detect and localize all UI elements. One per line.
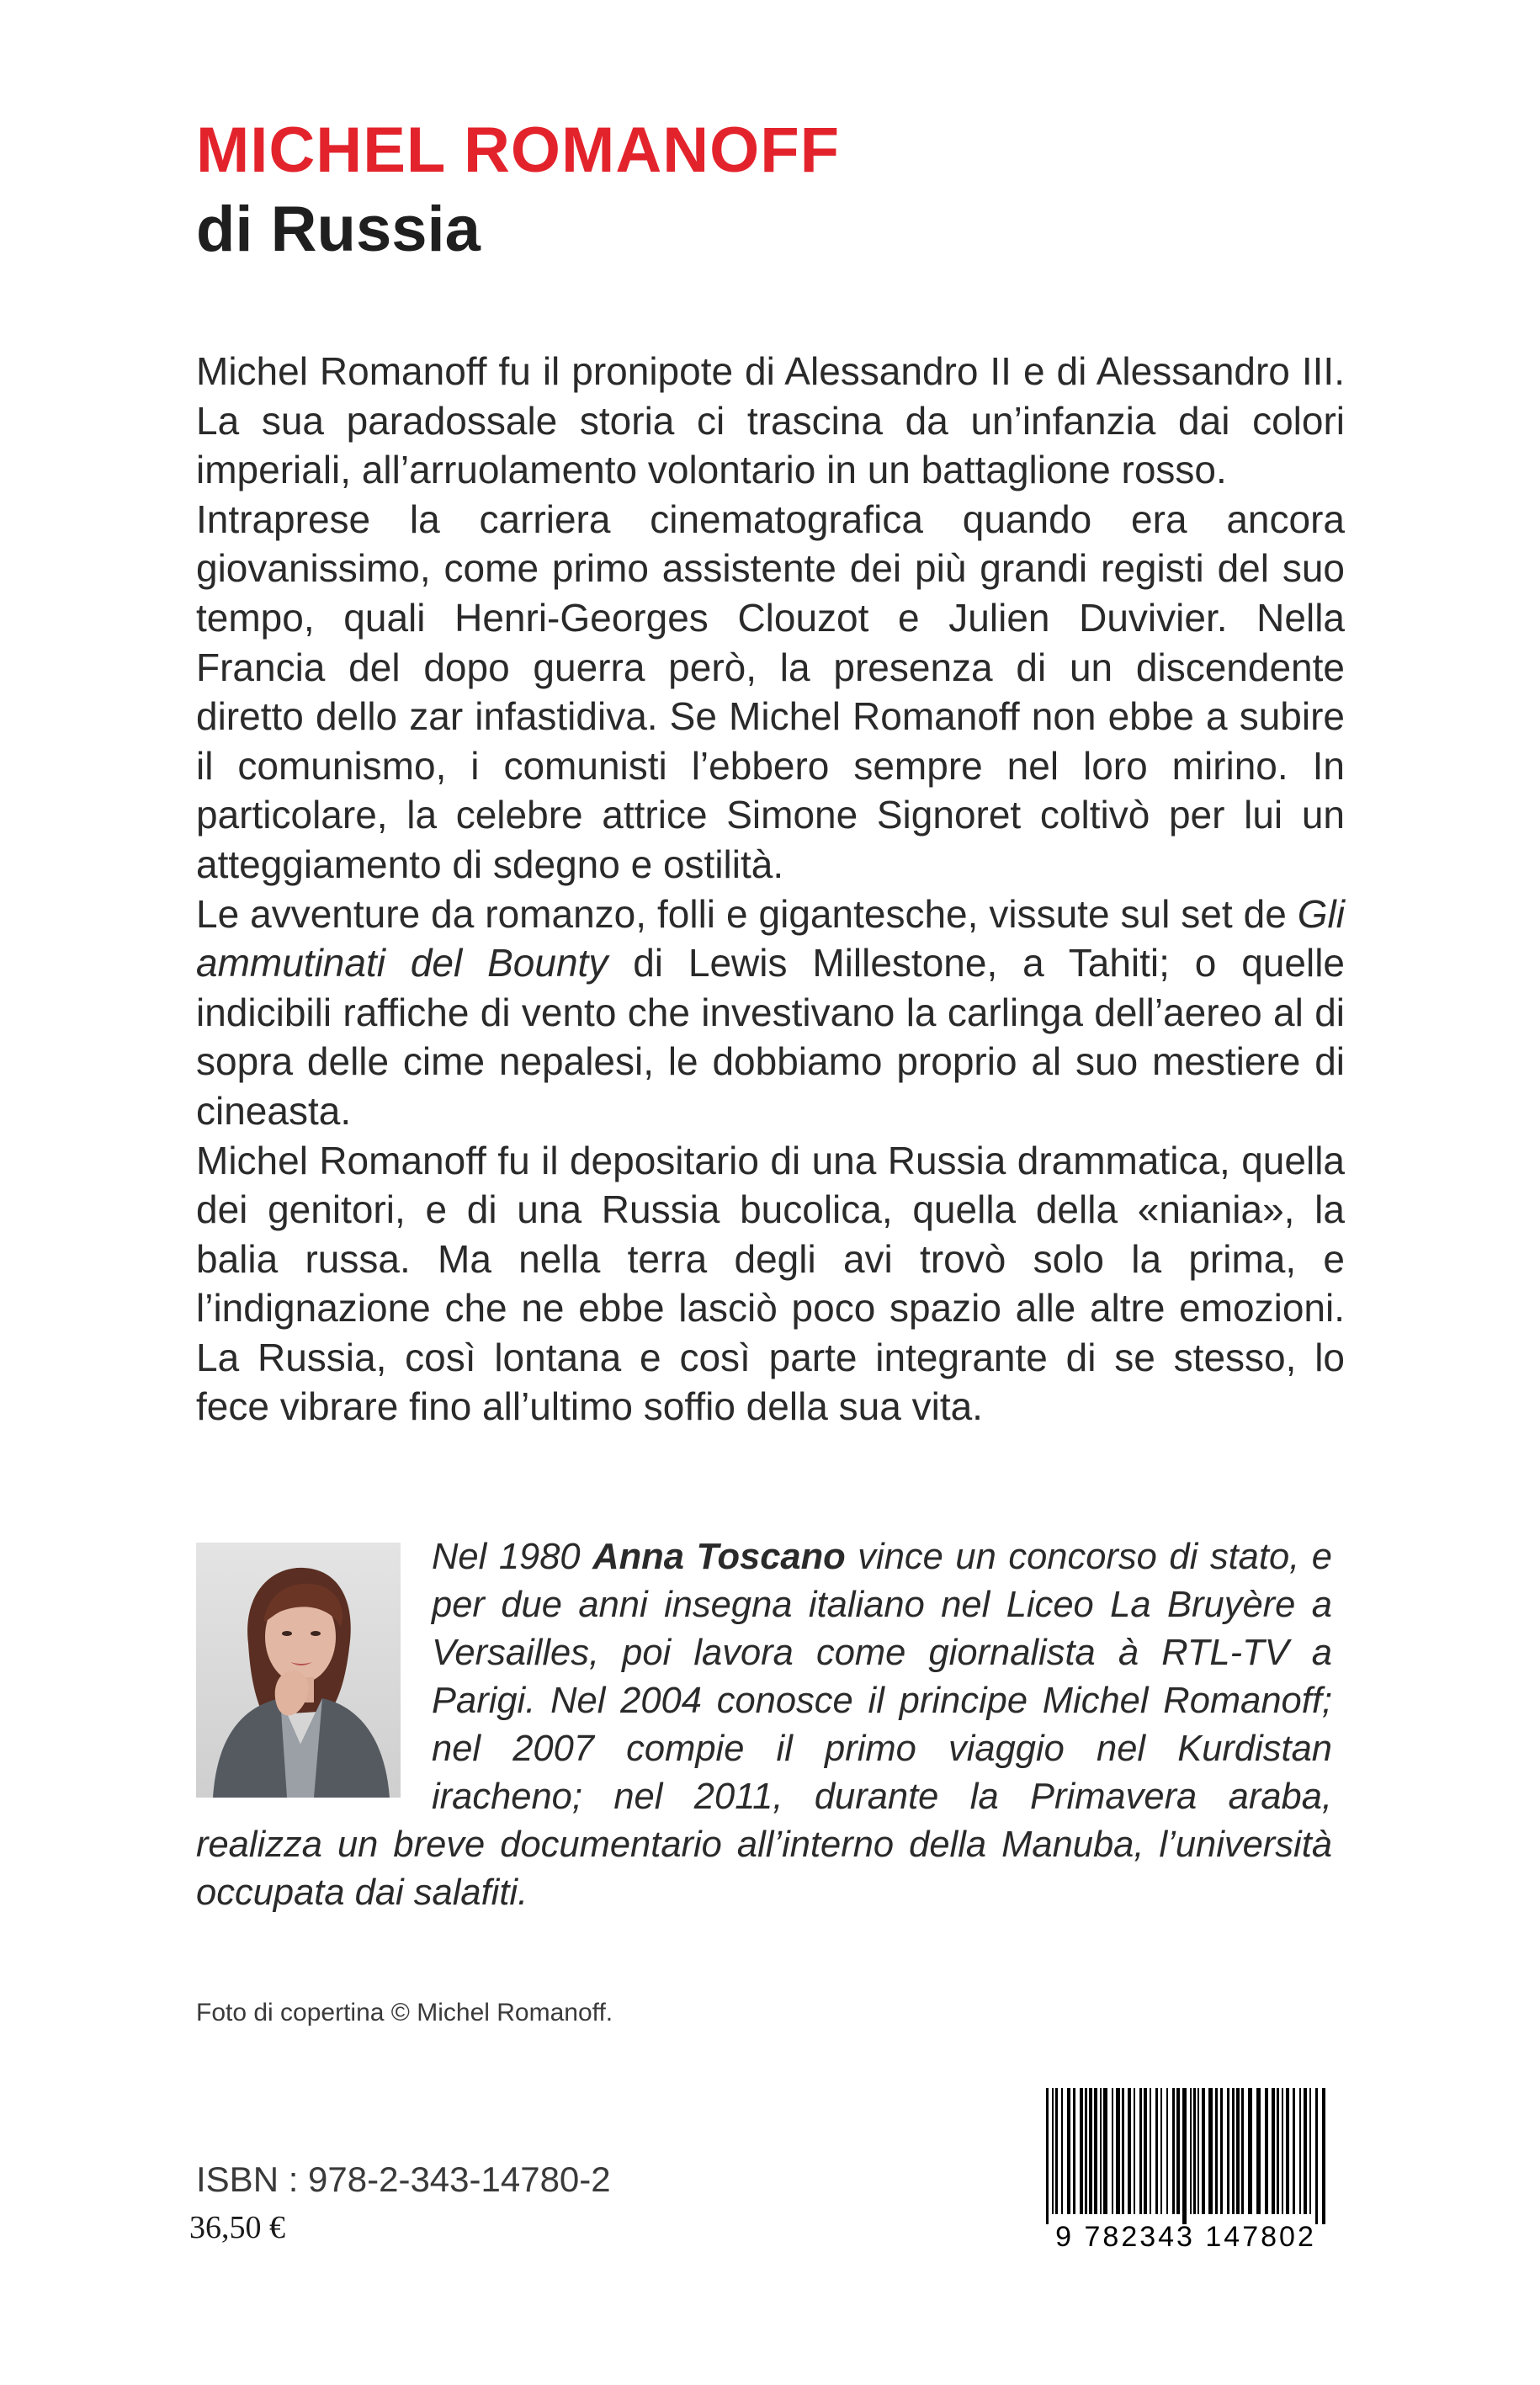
barcode <box>1039 2083 1332 2251</box>
barcode-bar <box>1116 2088 1120 2214</box>
barcode-bar <box>1100 2088 1102 2214</box>
book-subtitle: di Russia <box>196 194 481 265</box>
barcode-bar <box>1112 2088 1113 2214</box>
barcode-bar <box>1277 2088 1279 2214</box>
description-paragraph-3 <box>196 890 1345 1136</box>
barcode-bar <box>1128 2088 1131 2214</box>
barcode-bar <box>1176 2088 1180 2214</box>
barcode-bar <box>1215 2088 1218 2214</box>
book-description <box>196 347 1345 1432</box>
barcode-bar <box>1282 2088 1283 2214</box>
barcode-bar <box>1139 2088 1142 2214</box>
barcode-bar <box>1265 2088 1268 2214</box>
barcode-bar <box>1293 2088 1295 2214</box>
barcode-bar <box>1197 2088 1199 2214</box>
barcode-bar <box>1182 2088 1187 2224</box>
barcode-bar <box>1061 2088 1063 2214</box>
barcode-bar <box>1085 2088 1087 2214</box>
p3-text-after: di Lewis Millestone, a Tahiti; o quelle indicibili raffiche di vento che investivano la carlinga dell’aereo al di sopra delle cime nepalesi, le dobbiamo proprio al suo mestiere di cineasta. <box>196 941 1345 1133</box>
barcode-bar <box>1067 2088 1070 2214</box>
barcode-bar <box>1150 2088 1151 2214</box>
description-paragraph-4: Michel Romanoff fu il depositario di una Russia drammatica, quella dei genitori, e di una Russia bucolica, quella della «niania», la balia russa. Ma nella terra degli avi trovò solo la prima, e l’indignazione che ne ebbe lasciò poco spazio alle altre emozioni. La Russia, così lontana e così parte integrante di se stesso, lo fece vibrare fino all’ultimo soffio della sua vita. <box>196 1138 1345 1429</box>
p3-text-before: Le avventure da romanzo, folli e gigantesche, vissute sul set de <box>196 891 1287 936</box>
barcode-number: 9 782343 147802 <box>1055 2221 1316 2251</box>
barcode-bar <box>1155 2088 1158 2214</box>
barcode-bar <box>1272 2088 1275 2214</box>
barcode-bar <box>1322 2088 1325 2224</box>
barcode-bar <box>1089 2088 1092 2214</box>
barcode-bar <box>1103 2088 1107 2214</box>
barcode-bar <box>1160 2088 1162 2214</box>
barcode-bar <box>1055 2088 1058 2214</box>
barcode-bar <box>1256 2088 1261 2214</box>
isbn: ISBN : 978-2-343-14780-2 <box>196 2159 611 2199</box>
book-title: MICHEL ROMANOFF <box>196 114 841 186</box>
photo-credit: Foto di copertina © Michel Romanoff. <box>196 1999 613 2026</box>
barcode-bar <box>1190 2088 1192 2214</box>
bio-text-before: Nel 1980 <box>432 1537 581 1577</box>
author-name: Anna Toscano <box>592 1537 846 1577</box>
barcode-bar <box>1144 2088 1147 2214</box>
barcode-bar <box>1227 2088 1229 2214</box>
barcode-bar <box>1202 2088 1205 2214</box>
barcode-bar <box>1208 2088 1213 2214</box>
barcode-bar <box>1232 2088 1235 2214</box>
barcode-bar <box>1286 2088 1289 2214</box>
barcode-bar <box>1315 2088 1318 2224</box>
barcode-bar <box>1299 2088 1301 2214</box>
description-paragraph-1: Michel Romanoff fu il pronipote di Alessandro II e di Alessandro III. La sua paradossale storia ci trascina da un’infanzia dai colori imperiali, all’arruolamento volontario in un battaglione rosso. <box>196 349 1345 492</box>
bio-text-after: vince un concorso di stato, e per due anni insegna italiano nel Liceo La Bruyère a Versailles, poi lavora come giornalista à RTL-TV a Parigi. Nel 2004 conosce il principe Michel Romanoff; nel 2007 compie il primo viaggio nel Kurdistan iracheno; nel 2011, durante la Primavera araba, realizza un breve documentario all’interno della Manuba, l’università occupata dai salafiti. <box>196 1537 1332 1913</box>
barcode-bar <box>1193 2088 1196 2214</box>
barcode-bar <box>1080 2088 1083 2214</box>
barcode-bar <box>1073 2088 1075 2214</box>
barcode-bar <box>1172 2088 1175 2214</box>
price: 36,50 € <box>189 2210 285 2245</box>
barcode-bar <box>1052 2088 1054 2214</box>
barcode-bar <box>1236 2088 1240 2214</box>
film-title: Gli ammutinati del Bounty <box>196 891 1345 985</box>
barcode-bar <box>1220 2088 1223 2214</box>
barcode-bar <box>1248 2088 1252 2214</box>
barcode-bar <box>1309 2088 1311 2214</box>
barcode-bar <box>1094 2088 1097 2214</box>
author-bio <box>196 1533 1332 1917</box>
barcode-bar <box>1304 2088 1307 2214</box>
description-paragraph-2: Intraprese la carriera cinematografica quando era ancora giovanissimo, come primo assistente dei più grandi registi del suo tempo, quali Henri-Georges Clouzot e Julien Duvivier. Nella Francia del dopo guerra però, la presenza di un discendente diretto dello zar infastidiva. Se Michel Romanoff non ebbe a subire il comunismo, i comunisti l’ebbero sempre nel loro mirino. In particolare, la celebre attrice Simone Signoret coltivò per lui un atteggiamento di sdegno e ostilità. <box>196 497 1345 886</box>
barcode-bar <box>1122 2088 1124 2214</box>
barcode-bar <box>1046 2088 1049 2224</box>
barcode-bar <box>1241 2088 1244 2214</box>
barcode-bar <box>1166 2088 1168 2214</box>
barcode-bar <box>1134 2088 1135 2214</box>
